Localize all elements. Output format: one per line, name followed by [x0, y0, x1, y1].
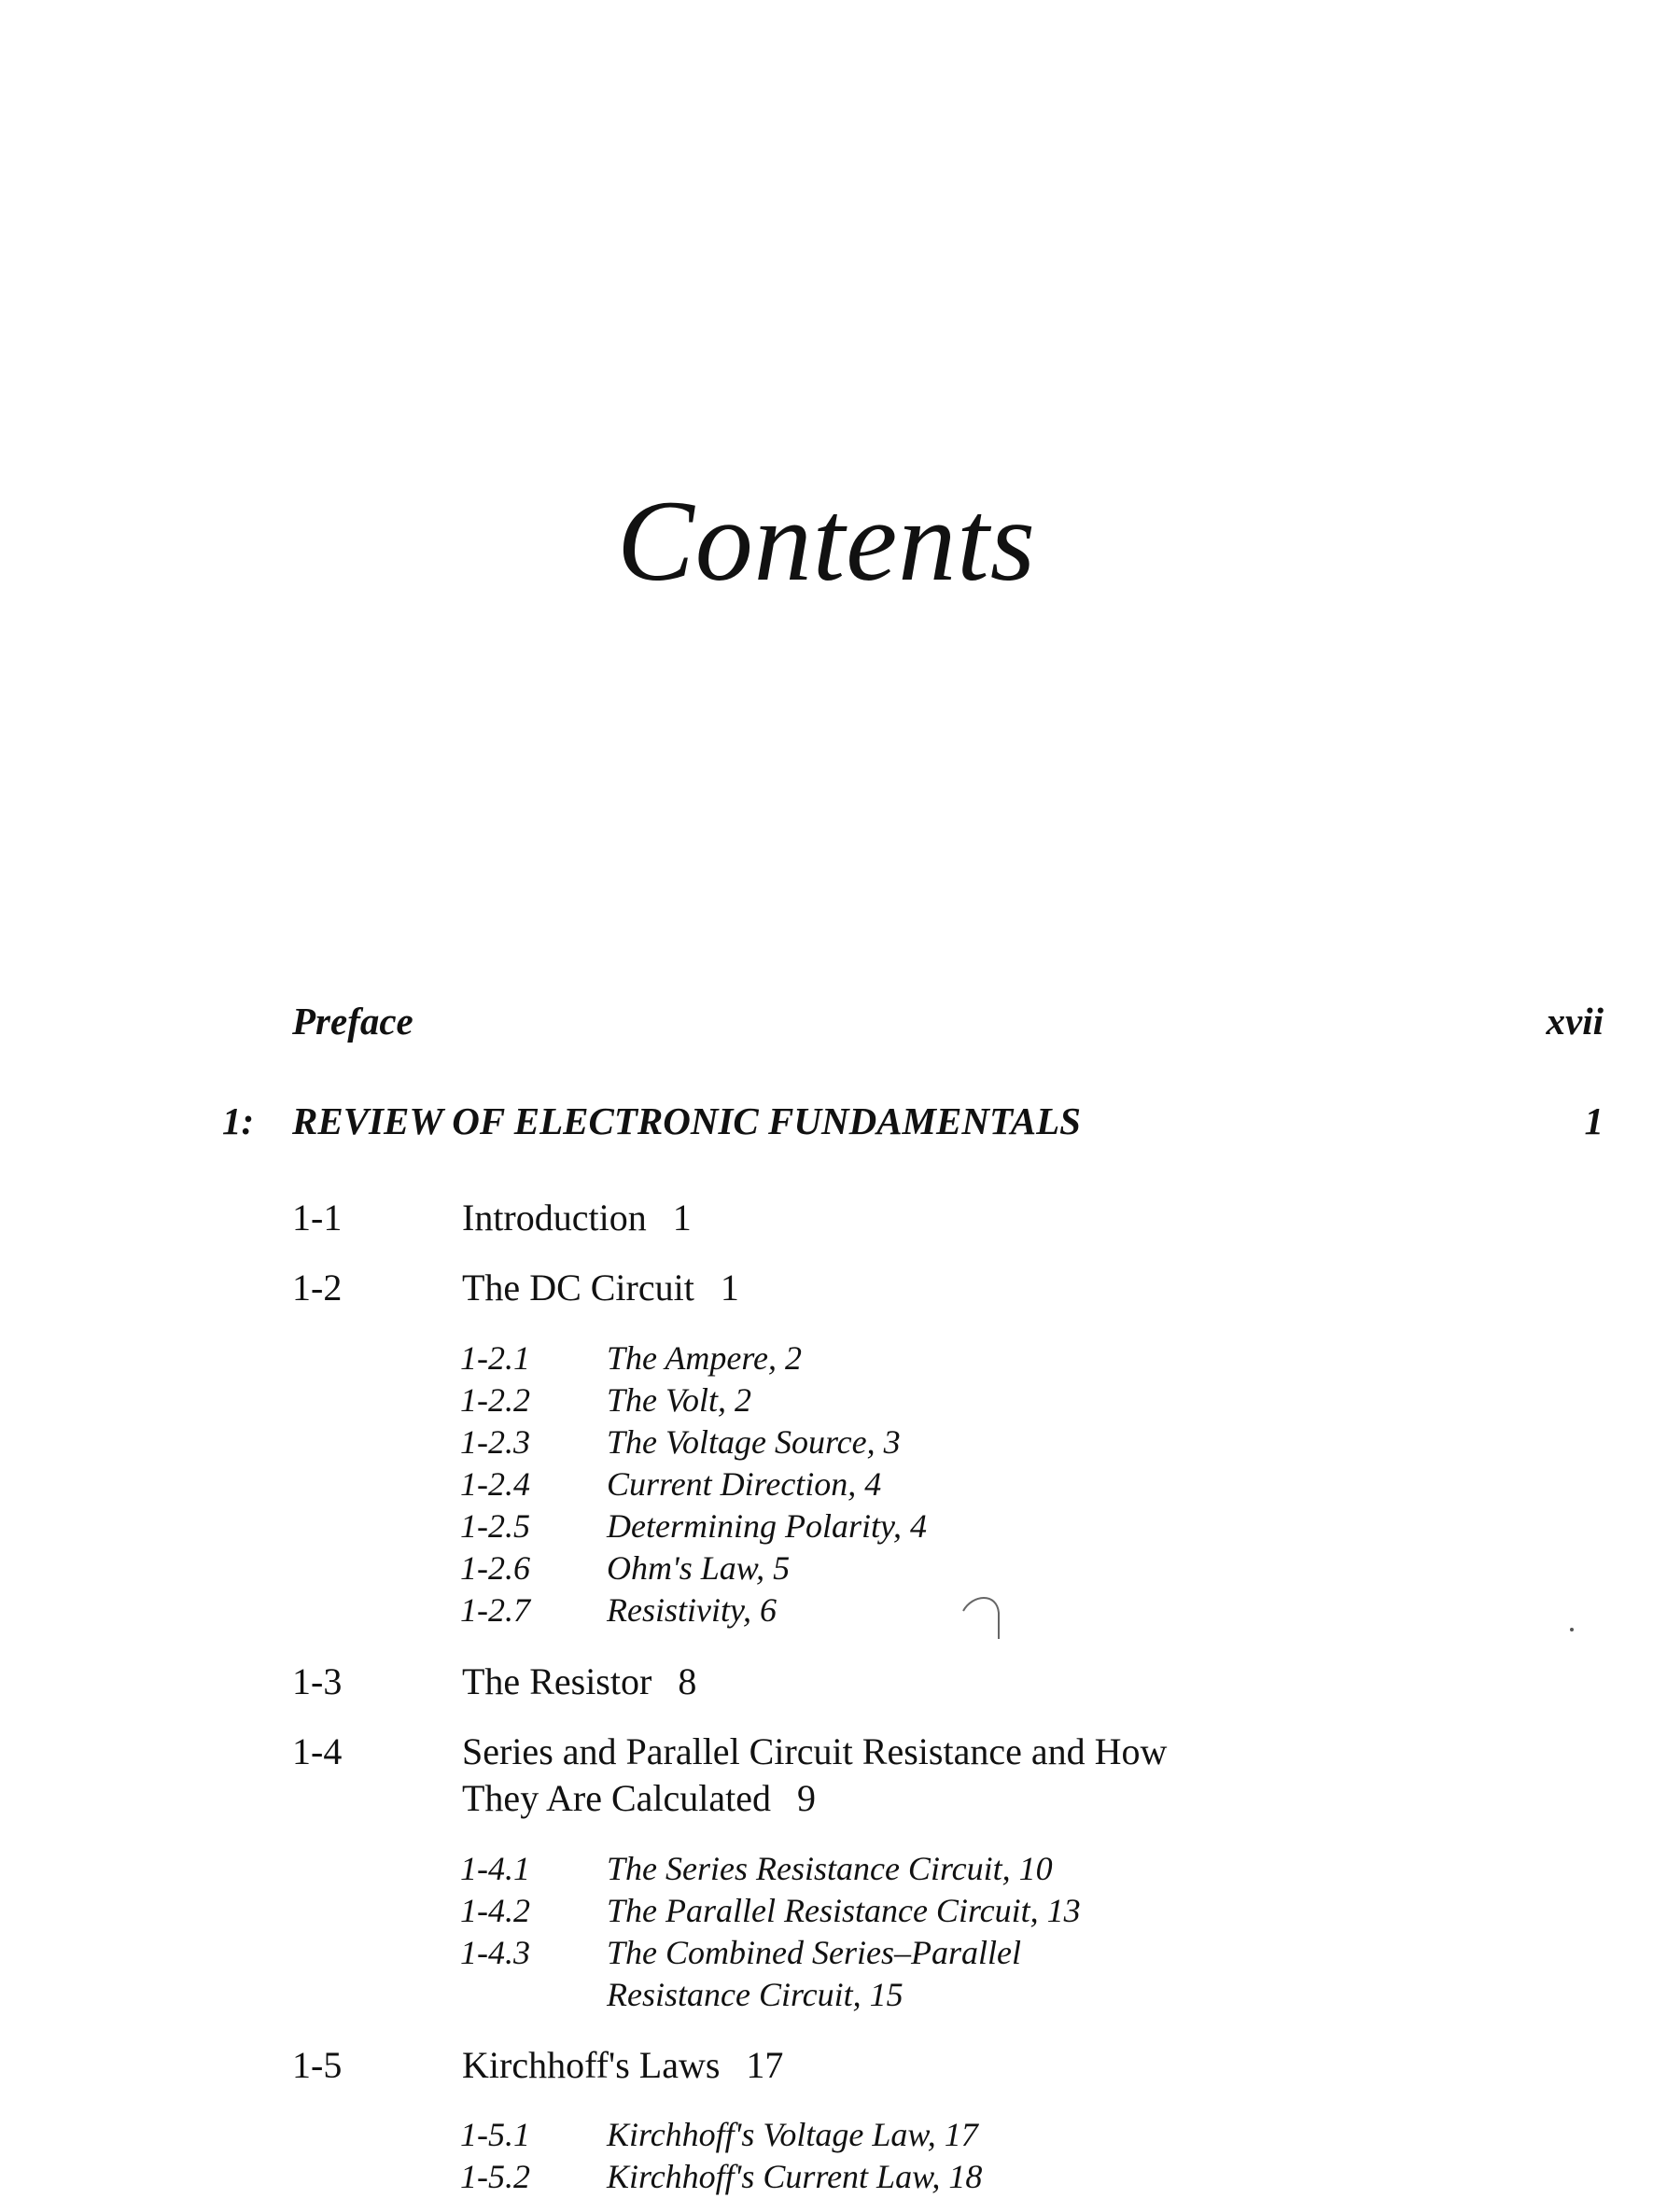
subsection-title: The Ampere, 2 [607, 1339, 802, 1377]
preface-page: xvii [1546, 1000, 1604, 1043]
subsection-title-line1: The Combined Series–Parallel [607, 1934, 1021, 1971]
section-page: 1 [672, 1197, 692, 1239]
scan-artifact-mark [960, 1592, 1006, 1646]
subsection-number: 1-4.1 [460, 1850, 530, 1887]
section-page: 17 [746, 2044, 784, 2086]
section-title: The Resistor [462, 1660, 652, 1702]
subsection-title: Ohm's Law, 5 [607, 1549, 791, 1587]
section-title-wrap [462, 1775, 1358, 1822]
subsection-number: 1-2.2 [460, 1381, 530, 1419]
section-title-line2: They Are Calculated [462, 1777, 771, 1819]
section-title-line1: Series and Parallel Circuit Resistance and How [462, 1730, 1168, 1772]
section-number: 1-2 [292, 1267, 343, 1309]
section-title: The DC Circuit [462, 1267, 694, 1309]
subsection-number: 1-2.7 [460, 1591, 530, 1629]
subsection-number: 1-2.1 [460, 1339, 530, 1377]
section-title-wrap [462, 1265, 1358, 1311]
subsection-title: Current Direction, 4 [607, 1465, 882, 1503]
subsection-number: 1-4.2 [460, 1892, 530, 1929]
subsection-title: The Volt, 2 [607, 1381, 752, 1419]
section-title-wrap [462, 1195, 1358, 1241]
subsection-number: 1-5.1 [460, 2116, 530, 2153]
section-page: 9 [796, 1777, 816, 1819]
section-page: 8 [678, 1660, 697, 1702]
section-number: 1-1 [292, 1197, 343, 1239]
chapter-page: 1 [1584, 1099, 1604, 1142]
page-title: Contents [617, 477, 1036, 605]
scan-artifact-dot [1568, 1626, 1576, 1633]
section-title-wrap [462, 2042, 1358, 2089]
subsection-title: Resistivity, 6 [607, 1591, 777, 1629]
section-title: Kirchhoff's Laws [462, 2044, 721, 2086]
section-number: 1-4 [292, 1730, 343, 1772]
subsection-title: The Voltage Source, 3 [607, 1423, 901, 1461]
subsection-number: 1-5.2 [460, 2158, 530, 2195]
subsection-number: 1-2.3 [460, 1423, 530, 1461]
chapter-number: 1: [222, 1099, 255, 1142]
subsection-title: The Series Resistance Circuit, 10 [607, 1850, 1053, 1887]
section-title-wrap [462, 1729, 1358, 1775]
subsection-title: Kirchhoff's Current Law, 18 [607, 2158, 983, 2195]
subsection-title: Determining Polarity, 4 [607, 1507, 927, 1545]
section-page: 1 [720, 1267, 739, 1309]
section-number: 1-3 [292, 1660, 343, 1702]
subsection-title-line2: Resistance Circuit, 15 [607, 1976, 904, 2013]
section-title: Introduction [462, 1197, 647, 1239]
subsection-number: 1-4.3 [460, 1934, 530, 1971]
subsection-number: 1-2.5 [460, 1507, 530, 1545]
subsection-number: 1-2.6 [460, 1549, 530, 1587]
preface-title: Preface [292, 1000, 413, 1043]
subsection-title: The Parallel Resistance Circuit, 13 [607, 1892, 1081, 1929]
subsection-title: Kirchhoff's Voltage Law, 17 [607, 2116, 978, 2153]
section-title-wrap [462, 1659, 1358, 1705]
chapter-title: REVIEW OF ELECTRONIC FUNDAMENTALS [292, 1099, 1081, 1142]
section-number: 1-5 [292, 2044, 343, 2086]
subsection-number: 1-2.4 [460, 1465, 530, 1503]
